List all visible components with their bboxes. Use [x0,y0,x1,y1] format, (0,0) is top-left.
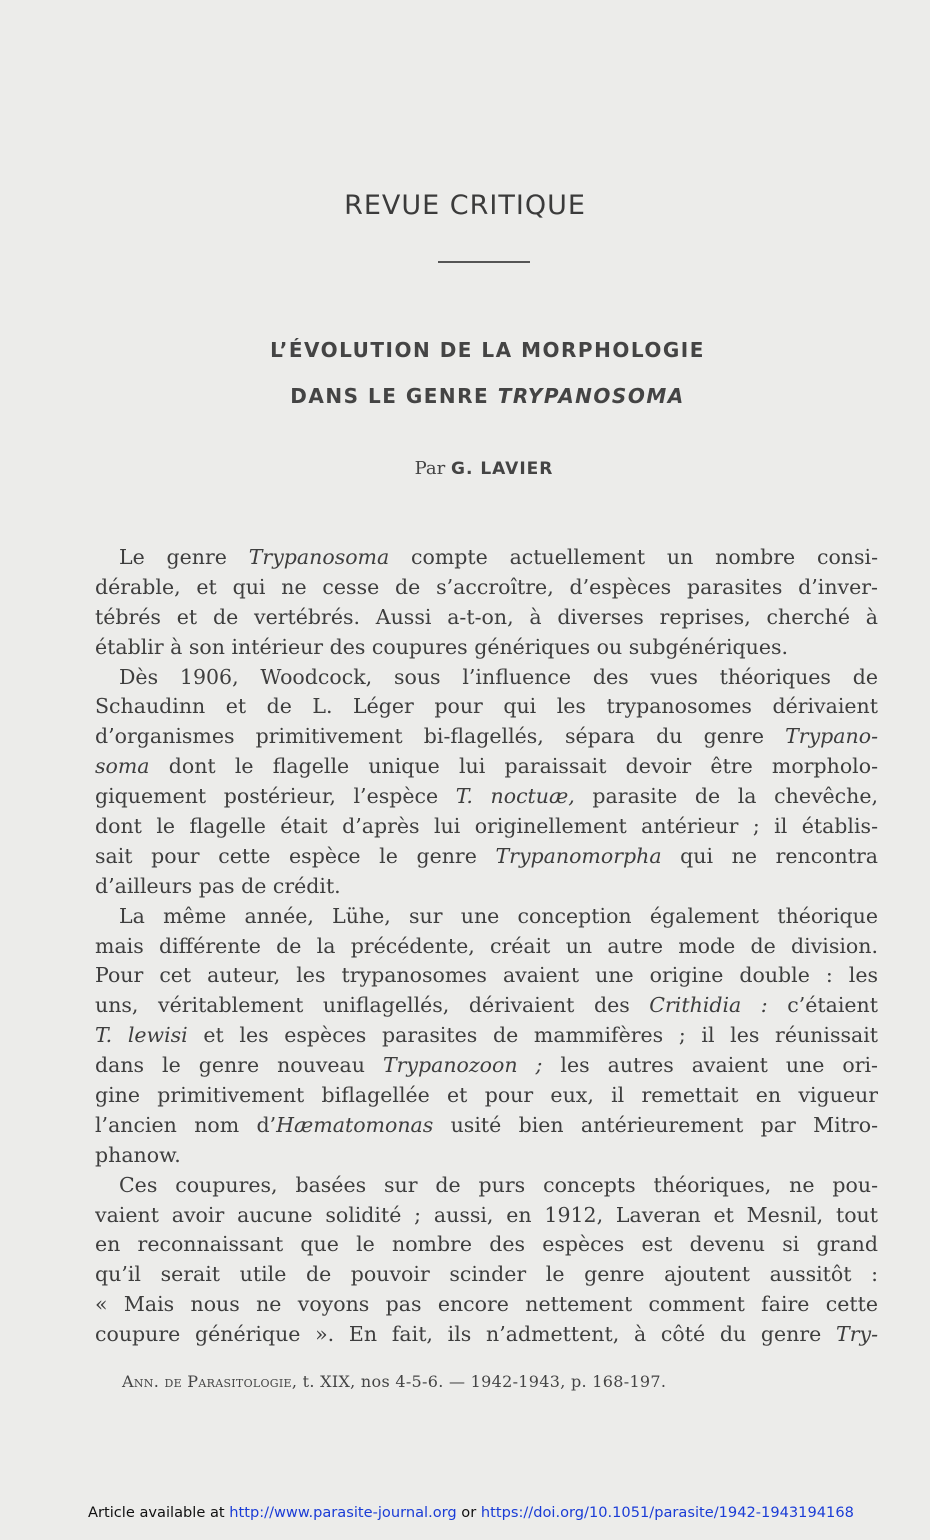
line-text: tébrés et de vertébrés. Aussi a-t-on, à diverses reprises, cherché à [95,604,878,629]
line-text: Schaudinn et de L. Léger pour qui les trypanosomes dérivaient [95,694,878,719]
article-title-line-1: L’ÉVOLUTION DE LA MORPHOLOGIE [270,338,705,362]
body-text [95,543,878,1350]
line-text: dont le flagelle unique lui paraissait devoir être morpholo- [149,754,878,779]
line-text: dont le flagelle était d’après lui originellement antérieur ; il établis- [95,814,878,839]
line-text: les autres avaient une ori- [542,1053,878,1078]
body-line [95,932,878,962]
line-text: mais différente de la précédente, créait un autre mode de division. [95,933,878,958]
body-line [95,1111,878,1141]
body-line [95,692,878,722]
italic-term: Trypanosoma [248,545,390,569]
body-line [95,603,878,633]
heading-rule [438,261,530,263]
line-text: sait pour cette espèce le genre [95,843,496,868]
line-text: Dès 1906, Woodcock, sous l’influence des vues théoriques de [119,664,878,689]
line-text: d’ailleurs pas de crédit. [95,873,341,898]
italic-term: Trypanozoon ; [382,1053,543,1078]
doi-link[interactable]: https://doi.org/10.1051/parasite/1942-1943194168 [480,1504,854,1521]
italic-term: soma [95,754,150,779]
article-availability-note [88,1504,854,1521]
journal-url-link[interactable]: http://www.parasite-journal.org [229,1504,457,1521]
body-line [95,573,878,603]
line-text: c’étaient [767,993,878,1018]
body-line [95,633,878,663]
body-line [95,1260,878,1290]
byline [0,458,930,479]
line-text: en reconnaissant que le nombre des espèces est devenu si grand [95,1232,878,1257]
line-text: dérable, et qui ne cesse de s’accroître, d’espèces parasites d’inver- [95,574,878,599]
body-line [95,902,878,932]
line-text: giquement postérieur, l’espèce [95,784,456,809]
body-line [95,872,878,902]
body-line [95,1141,878,1171]
availability-middle: or [456,1504,481,1521]
body-line [95,722,878,752]
body-line [95,812,878,842]
italic-term: Hæmatomonas [276,1112,434,1137]
journal-name: Ann. de Parasitologie [122,1372,292,1391]
line-text: « Mais nous ne voyons pas encore nettement comment faire cette [95,1292,878,1317]
body-line [95,782,878,812]
italic-term: Try- [836,1322,878,1347]
journal-reference [122,1372,666,1391]
body-line [95,842,878,872]
line-text: et les espèces parasites de mammifères ; il les réunissait [187,1023,878,1048]
italic-term: T. lewisi [95,1023,188,1048]
line-text: d’organismes primitivement bi-flagellés, sépara du genre [95,724,786,749]
body-line [95,1201,878,1231]
body-line [95,1230,878,1260]
author-name: G. LAVIER [451,459,554,479]
body-line [95,961,878,991]
line-text: Pour cet auteur, les trypanosomes avaient une origine double : les [95,963,878,988]
line-text: coupure générique ». En fait, ils n’admettent, à côté du genre [95,1322,837,1347]
line-text: compte actuellement un nombre consi- [389,545,878,569]
journal-citation: , t. XIX, nos 4-5-6. — 1942-1943, p. 168-197. [291,1372,667,1391]
line-text: Ces coupures, basées sur de purs concepts théoriques, ne pou- [119,1172,878,1197]
body-line [95,752,878,782]
byline-prefix: Par [414,458,446,479]
line-text: qui ne rencontra [661,843,878,868]
title-prefix: DANS LE GENRE [290,384,490,408]
article-title-line-2 [0,384,930,408]
line-text: La même année, Lühe, sur une conception également théorique [119,903,878,928]
italic-term: Trypano- [785,724,878,749]
line-text: l’ancien nom d’ [95,1112,277,1137]
line-text: gine primitivement biflagellée et pour eux, il remettait en vigueur [95,1083,878,1108]
italic-term: Crithidia : [649,993,768,1018]
line-text: qu’il serait utile de pouvoir scinder le genre ajoutent aussitôt : [95,1262,878,1287]
section-heading: REVUE CRITIQUE [344,190,586,221]
line-text: uns, véritablement uniflagellés, dérivaient des [95,993,650,1018]
line-text: vaient avoir aucune solidité ; aussi, en 1912, Laveran et Mesnil, tout [95,1202,878,1227]
line-text: Le genre [119,545,249,569]
title-genus: TRYPANOSOMA [497,384,685,408]
line-text: dans le genre nouveau [95,1053,383,1078]
italic-term: Trypanomorpha [495,843,662,868]
body-line [95,1081,878,1111]
line-text: usité bien antérieurement par Mitro- [433,1112,878,1137]
availability-prefix: Article available at [88,1504,230,1521]
line-text: parasite de la chevêche, [574,784,878,809]
body-line [95,1290,878,1320]
body-line [95,1021,878,1051]
body-line [95,543,878,573]
body-line [95,1171,878,1201]
line-text: établir à son intérieur des coupures génériques ou subgénériques. [95,634,788,659]
italic-term: T. noctuæ, [455,784,575,809]
body-line [95,1051,878,1081]
body-line [95,663,878,693]
body-line [95,1320,878,1350]
body-line [95,991,878,1021]
line-text: phanow. [95,1142,181,1167]
